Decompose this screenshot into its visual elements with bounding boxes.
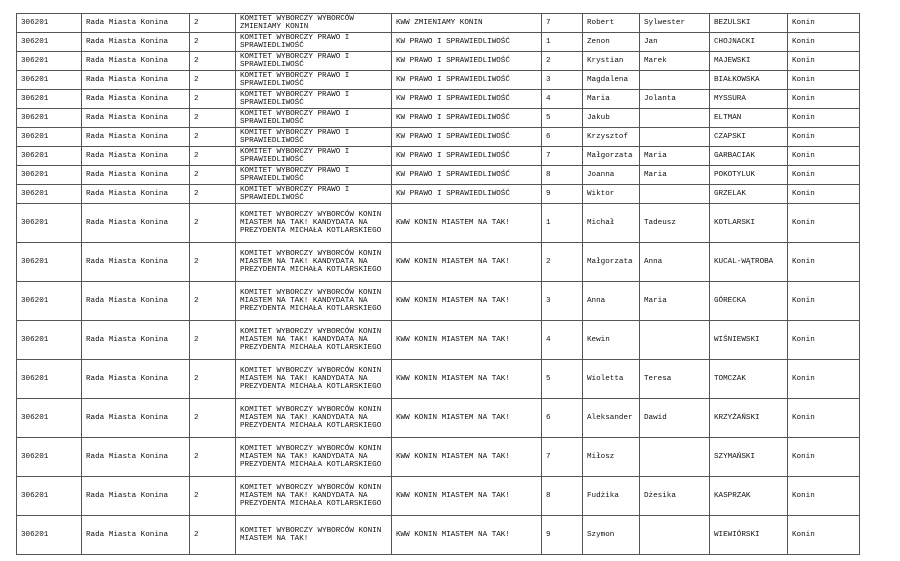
table-row — [17, 243, 860, 282]
committee-short-name-cell: KWW KONIN MIASTEM NA TAK! — [392, 438, 542, 477]
council-name-cell: Rada Miasta Konina — [82, 109, 190, 128]
district-code-cell: 306201 — [17, 321, 82, 360]
committee-short-name-cell: KW PRAWO I SPRAWIEDLIWOŚĆ — [392, 109, 542, 128]
committee-full-name-cell: KOMITET WYBORCZY WYBORCÓW KONIN MIASTEM NA TAK! KANDYDATA NA PREZYDENTA MICHAŁA KOTLARSKIEGO — [236, 243, 392, 282]
committee-full-name-cell: KOMITET WYBORCZY PRAWO I SPRAWIEDLIWOŚĆ — [236, 128, 392, 147]
committee-full-name-cell: KOMITET WYBORCZY WYBORCÓW KONIN MIASTEM NA TAK! KANDYDATA NA PREZYDENTA MICHAŁA KOTLARSKIEGO — [236, 477, 392, 516]
second-name-cell: Tadeusz — [640, 204, 710, 243]
committee-full-name-cell: KOMITET WYBORCZY WYBORCÓW KONIN MIASTEM NA TAK! KANDYDATA NA PREZYDENTA MICHAŁA KOTLARSKIEGO — [236, 321, 392, 360]
district-code-cell: 306201 — [17, 52, 82, 71]
table-row — [17, 477, 860, 516]
surname-cell: CZAPSKI — [710, 128, 788, 147]
council-name-cell: Rada Miasta Konina — [82, 204, 190, 243]
first-name-cell: Szymon — [583, 516, 640, 555]
first-name-cell: Jakub — [583, 109, 640, 128]
surname-cell: ELTMAN — [710, 109, 788, 128]
table-row — [17, 185, 860, 204]
surname-cell: KUCAL-WĄTROBA — [710, 243, 788, 282]
table-row — [17, 14, 860, 33]
committee-short-name-cell: KW PRAWO I SPRAWIEDLIWOŚĆ — [392, 128, 542, 147]
surname-cell: CHOJNACKI — [710, 33, 788, 52]
second-name-cell: Dawid — [640, 399, 710, 438]
list-position-cell: 1 — [542, 204, 583, 243]
district-code-cell: 306201 — [17, 90, 82, 109]
locality-cell: Konin — [788, 360, 860, 399]
council-name-cell: Rada Miasta Konina — [82, 282, 190, 321]
locality-cell: Konin — [788, 90, 860, 109]
council-name-cell: Rada Miasta Konina — [82, 321, 190, 360]
surname-cell: WIEWIÓRSKI — [710, 516, 788, 555]
council-name-cell: Rada Miasta Konina — [82, 166, 190, 185]
district-number-cell: 2 — [190, 14, 236, 33]
table-row — [17, 321, 860, 360]
district-number-cell: 2 — [190, 147, 236, 166]
council-name-cell: Rada Miasta Konina — [82, 438, 190, 477]
committee-short-name-cell: KWW KONIN MIASTEM NA TAK! — [392, 477, 542, 516]
committee-short-name-cell: KWW KONIN MIASTEM NA TAK! — [392, 204, 542, 243]
committee-full-name-cell: KOMITET WYBORCZY PRAWO I SPRAWIEDLIWOŚĆ — [236, 147, 392, 166]
locality-cell: Konin — [788, 14, 860, 33]
second-name-cell: Maria — [640, 166, 710, 185]
district-code-cell: 306201 — [17, 33, 82, 52]
locality-cell: Konin — [788, 477, 860, 516]
second-name-cell — [640, 185, 710, 204]
list-position-cell: 9 — [542, 185, 583, 204]
committee-full-name-cell: KOMITET WYBORCZY WYBORCÓW KONIN MIASTEM NA TAK! KANDYDATA NA PREZYDENTA MICHAŁA KOTLARSKIEGO — [236, 438, 392, 477]
first-name-cell: Joanna — [583, 166, 640, 185]
second-name-cell — [640, 128, 710, 147]
table-row — [17, 516, 860, 555]
committee-full-name-cell: KOMITET WYBORCZY WYBORCÓW KONIN MIASTEM NA TAK! KANDYDATA NA PREZYDENTA MICHAŁA KOTLARSKIEGO — [236, 399, 392, 438]
surname-cell: GÓRECKA — [710, 282, 788, 321]
committee-short-name-cell: KWW KONIN MIASTEM NA TAK! — [392, 516, 542, 555]
surname-cell: POKOTYLUK — [710, 166, 788, 185]
list-position-cell: 7 — [542, 14, 583, 33]
committee-short-name-cell: KW PRAWO I SPRAWIEDLIWOŚĆ — [392, 166, 542, 185]
table-body — [17, 14, 860, 555]
list-position-cell: 1 — [542, 33, 583, 52]
district-number-cell: 2 — [190, 185, 236, 204]
council-name-cell: Rada Miasta Konina — [82, 71, 190, 90]
locality-cell: Konin — [788, 243, 860, 282]
list-position-cell: 8 — [542, 477, 583, 516]
district-code-cell: 306201 — [17, 166, 82, 185]
second-name-cell: Jolanta — [640, 90, 710, 109]
list-position-cell: 9 — [542, 516, 583, 555]
district-number-cell: 2 — [190, 204, 236, 243]
first-name-cell: Anna — [583, 282, 640, 321]
locality-cell: Konin — [788, 282, 860, 321]
surname-cell: WIŚNIEWSKI — [710, 321, 788, 360]
locality-cell: Konin — [788, 128, 860, 147]
list-position-cell: 3 — [542, 282, 583, 321]
district-code-cell: 306201 — [17, 204, 82, 243]
committee-short-name-cell: KWW KONIN MIASTEM NA TAK! — [392, 360, 542, 399]
second-name-cell: Maria — [640, 282, 710, 321]
district-number-cell: 2 — [190, 90, 236, 109]
committee-full-name-cell: KOMITET WYBORCZY PRAWO I SPRAWIEDLIWOŚĆ — [236, 52, 392, 71]
first-name-cell: Michał — [583, 204, 640, 243]
district-code-cell: 306201 — [17, 128, 82, 147]
district-number-cell: 2 — [190, 516, 236, 555]
locality-cell: Konin — [788, 109, 860, 128]
district-code-cell: 306201 — [17, 147, 82, 166]
first-name-cell: Maria — [583, 90, 640, 109]
second-name-cell — [640, 438, 710, 477]
first-name-cell: Wioletta — [583, 360, 640, 399]
first-name-cell: Małgorzata — [583, 243, 640, 282]
second-name-cell: Marek — [640, 52, 710, 71]
table-row — [17, 71, 860, 90]
table-row — [17, 33, 860, 52]
second-name-cell: Anna — [640, 243, 710, 282]
district-number-cell: 2 — [190, 166, 236, 185]
district-code-cell: 306201 — [17, 185, 82, 204]
list-position-cell: 8 — [542, 166, 583, 185]
table-row — [17, 128, 860, 147]
council-name-cell: Rada Miasta Konina — [82, 399, 190, 438]
council-name-cell: Rada Miasta Konina — [82, 243, 190, 282]
district-number-cell: 2 — [190, 33, 236, 52]
list-position-cell: 4 — [542, 90, 583, 109]
first-name-cell: Fudżika — [583, 477, 640, 516]
locality-cell: Konin — [788, 33, 860, 52]
district-number-cell: 2 — [190, 52, 236, 71]
first-name-cell: Wiktor — [583, 185, 640, 204]
list-position-cell: 2 — [542, 243, 583, 282]
district-code-cell: 306201 — [17, 438, 82, 477]
district-code-cell: 306201 — [17, 360, 82, 399]
first-name-cell: Aleksander — [583, 399, 640, 438]
locality-cell: Konin — [788, 438, 860, 477]
surname-cell: GARBACIAK — [710, 147, 788, 166]
district-number-cell: 2 — [190, 71, 236, 90]
list-position-cell: 6 — [542, 128, 583, 147]
committee-full-name-cell: KOMITET WYBORCZY PRAWO I SPRAWIEDLIWOŚĆ — [236, 90, 392, 109]
district-number-cell: 2 — [190, 399, 236, 438]
first-name-cell: Miłosz — [583, 438, 640, 477]
locality-cell: Konin — [788, 147, 860, 166]
district-number-cell: 2 — [190, 477, 236, 516]
council-name-cell: Rada Miasta Konina — [82, 516, 190, 555]
committee-full-name-cell: KOMITET WYBORCZY WYBORCÓW KONIN MIASTEM NA TAK! KANDYDATA NA PREZYDENTA MICHAŁA KOTLARSKIEGO — [236, 282, 392, 321]
table-row — [17, 399, 860, 438]
district-number-cell: 2 — [190, 243, 236, 282]
second-name-cell: Maria — [640, 147, 710, 166]
committee-short-name-cell: KWW KONIN MIASTEM NA TAK! — [392, 321, 542, 360]
first-name-cell: Kewin — [583, 321, 640, 360]
committee-full-name-cell: KOMITET WYBORCZY WYBORCÓW KONIN MIASTEM NA TAK! — [236, 516, 392, 555]
list-position-cell: 7 — [542, 438, 583, 477]
surname-cell: KOTLARSKI — [710, 204, 788, 243]
list-position-cell: 3 — [542, 71, 583, 90]
locality-cell: Konin — [788, 321, 860, 360]
surname-cell: BEZULSKI — [710, 14, 788, 33]
surname-cell: KRZYŻAŃSKI — [710, 399, 788, 438]
second-name-cell — [640, 71, 710, 90]
committee-full-name-cell: KOMITET WYBORCZY PRAWO I SPRAWIEDLIWOŚĆ — [236, 71, 392, 90]
committee-full-name-cell: KOMITET WYBORCZY PRAWO I SPRAWIEDLIWOŚĆ — [236, 109, 392, 128]
district-code-cell: 306201 — [17, 71, 82, 90]
district-number-cell: 2 — [190, 321, 236, 360]
surname-cell: TOMCZAK — [710, 360, 788, 399]
second-name-cell: Jan — [640, 33, 710, 52]
council-name-cell: Rada Miasta Konina — [82, 14, 190, 33]
list-position-cell: 2 — [542, 52, 583, 71]
surname-cell: GRZELAK — [710, 185, 788, 204]
committee-full-name-cell: KOMITET WYBORCZY WYBORCÓW ZMIENIAMY KONIN — [236, 14, 392, 33]
council-name-cell: Rada Miasta Konina — [82, 128, 190, 147]
candidate-list-table — [16, 13, 860, 555]
list-position-cell: 5 — [542, 109, 583, 128]
second-name-cell: Teresa — [640, 360, 710, 399]
first-name-cell: Małgorzata — [583, 147, 640, 166]
surname-cell: BIAŁKOWSKA — [710, 71, 788, 90]
committee-full-name-cell: KOMITET WYBORCZY PRAWO I SPRAWIEDLIWOŚĆ — [236, 166, 392, 185]
locality-cell: Konin — [788, 399, 860, 438]
committee-short-name-cell: KW PRAWO I SPRAWIEDLIWOŚĆ — [392, 147, 542, 166]
district-code-cell: 306201 — [17, 243, 82, 282]
surname-cell: KASPRZAK — [710, 477, 788, 516]
surname-cell: MAJEWSKI — [710, 52, 788, 71]
locality-cell: Konin — [788, 166, 860, 185]
table-row — [17, 360, 860, 399]
surname-cell: SZYMAŃSKI — [710, 438, 788, 477]
committee-full-name-cell: KOMITET WYBORCZY PRAWO I SPRAWIEDLIWOŚĆ — [236, 33, 392, 52]
second-name-cell — [640, 109, 710, 128]
first-name-cell: Zenon — [583, 33, 640, 52]
district-code-cell: 306201 — [17, 109, 82, 128]
committee-short-name-cell: KWW ZMIENIAMY KONIN — [392, 14, 542, 33]
table-row — [17, 204, 860, 243]
second-name-cell: Sylwester — [640, 14, 710, 33]
district-number-cell: 2 — [190, 109, 236, 128]
second-name-cell — [640, 321, 710, 360]
first-name-cell: Magdalena — [583, 71, 640, 90]
committee-full-name-cell: KOMITET WYBORCZY WYBORCÓW KONIN MIASTEM NA TAK! KANDYDATA NA PREZYDENTA MICHAŁA KOTLARSKIEGO — [236, 204, 392, 243]
locality-cell: Konin — [788, 52, 860, 71]
first-name-cell: Krystian — [583, 52, 640, 71]
first-name-cell: Krzysztof — [583, 128, 640, 147]
council-name-cell: Rada Miasta Konina — [82, 33, 190, 52]
second-name-cell: Dżesika — [640, 477, 710, 516]
list-position-cell: 7 — [542, 147, 583, 166]
district-code-cell: 306201 — [17, 14, 82, 33]
table-row — [17, 166, 860, 185]
list-position-cell: 6 — [542, 399, 583, 438]
locality-cell: Konin — [788, 516, 860, 555]
district-code-cell: 306201 — [17, 399, 82, 438]
district-number-cell: 2 — [190, 128, 236, 147]
locality-cell: Konin — [788, 71, 860, 90]
committee-short-name-cell: KW PRAWO I SPRAWIEDLIWOŚĆ — [392, 185, 542, 204]
locality-cell: Konin — [788, 185, 860, 204]
district-code-cell: 306201 — [17, 282, 82, 321]
council-name-cell: Rada Miasta Konina — [82, 147, 190, 166]
first-name-cell: Robert — [583, 14, 640, 33]
table-row — [17, 52, 860, 71]
list-position-cell: 4 — [542, 321, 583, 360]
committee-short-name-cell: KWW KONIN MIASTEM NA TAK! — [392, 243, 542, 282]
committee-short-name-cell: KW PRAWO I SPRAWIEDLIWOŚĆ — [392, 33, 542, 52]
committee-short-name-cell: KW PRAWO I SPRAWIEDLIWOŚĆ — [392, 52, 542, 71]
council-name-cell: Rada Miasta Konina — [82, 52, 190, 71]
council-name-cell: Rada Miasta Konina — [82, 185, 190, 204]
council-name-cell: Rada Miasta Konina — [82, 90, 190, 109]
council-name-cell: Rada Miasta Konina — [82, 477, 190, 516]
locality-cell: Konin — [788, 204, 860, 243]
committee-full-name-cell: KOMITET WYBORCZY WYBORCÓW KONIN MIASTEM NA TAK! KANDYDATA NA PREZYDENTA MICHAŁA KOTLARSKIEGO — [236, 360, 392, 399]
council-name-cell: Rada Miasta Konina — [82, 360, 190, 399]
table-row — [17, 147, 860, 166]
district-code-cell: 306201 — [17, 477, 82, 516]
district-number-cell: 2 — [190, 438, 236, 477]
committee-short-name-cell: KW PRAWO I SPRAWIEDLIWOŚĆ — [392, 71, 542, 90]
district-code-cell: 306201 — [17, 516, 82, 555]
committee-short-name-cell: KWW KONIN MIASTEM NA TAK! — [392, 282, 542, 321]
table-row — [17, 438, 860, 477]
district-number-cell: 2 — [190, 360, 236, 399]
district-number-cell: 2 — [190, 282, 236, 321]
second-name-cell — [640, 516, 710, 555]
list-position-cell: 5 — [542, 360, 583, 399]
committee-short-name-cell: KW PRAWO I SPRAWIEDLIWOŚĆ — [392, 90, 542, 109]
committee-short-name-cell: KWW KONIN MIASTEM NA TAK! — [392, 399, 542, 438]
committee-full-name-cell: KOMITET WYBORCZY PRAWO I SPRAWIEDLIWOŚĆ — [236, 185, 392, 204]
surname-cell: MYSSURA — [710, 90, 788, 109]
table-row — [17, 282, 860, 321]
table-row — [17, 90, 860, 109]
table-row — [17, 109, 860, 128]
